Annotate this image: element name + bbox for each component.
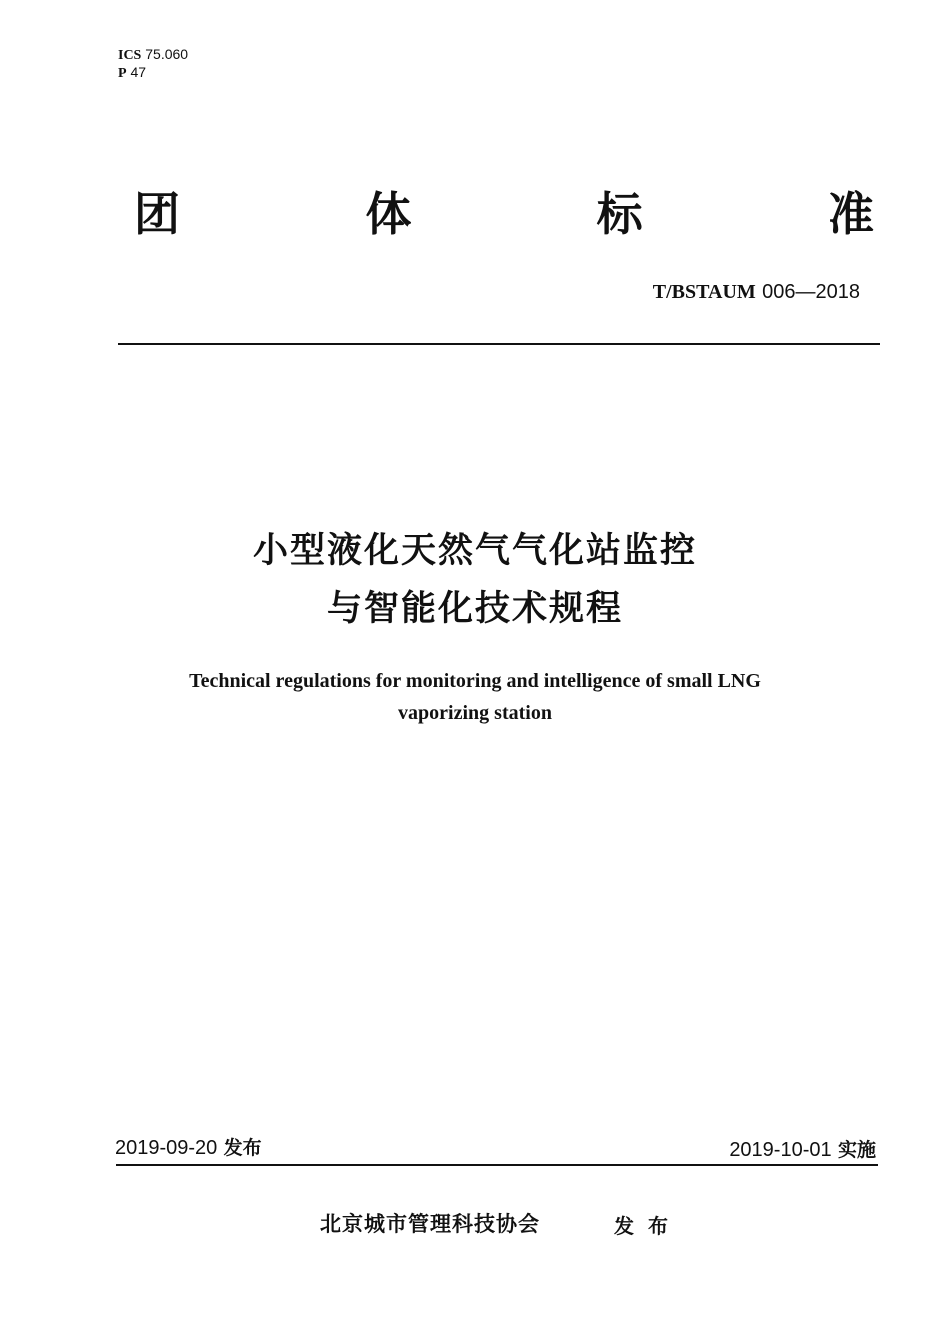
- ics-line: [118, 46, 188, 64]
- standard-type-char: 准: [827, 187, 874, 241]
- ics-label: ICS: [118, 48, 142, 63]
- issue-date: [115, 1134, 262, 1161]
- implementation-date-label: 实施: [837, 1139, 876, 1161]
- standard-type-heading: [134, 186, 874, 242]
- english-title-line: Technical regulations for monitoring and intelligence of small LNG: [189, 670, 761, 692]
- standard-number-prefix: T/BSTAUM: [652, 281, 756, 303]
- english-title: [0, 665, 950, 729]
- ccs-label: P: [118, 66, 127, 81]
- standard-type-char: 标: [596, 187, 643, 241]
- classification-block: [118, 46, 188, 82]
- standard-number-value: 006—2018: [762, 281, 860, 303]
- top-divider: [118, 343, 880, 345]
- ccs-line: [118, 64, 188, 82]
- english-title-line: vaporizing station: [398, 702, 552, 724]
- ics-code: 75.060: [145, 46, 189, 62]
- implementation-date: [729, 1136, 876, 1163]
- implementation-date-value: 2019-10-01: [729, 1139, 832, 1161]
- chinese-title-line: 与智能化技术规程: [326, 589, 623, 629]
- ccs-code: 47: [130, 64, 147, 80]
- standard-type-char: 团: [134, 187, 180, 241]
- standard-type-char: 体: [365, 187, 412, 241]
- publisher-label: 发布: [614, 1214, 682, 1238]
- issue-date-value: 2019-09-20: [115, 1137, 218, 1159]
- publisher-name: 北京城市管理科技协会: [320, 1212, 540, 1236]
- issue-date-label: 发布: [223, 1137, 262, 1159]
- chinese-title-line: 小型液化天然气气化站监控: [252, 531, 697, 571]
- chinese-title: [0, 522, 950, 638]
- bottom-divider: [116, 1164, 878, 1166]
- standard-number: [653, 278, 860, 305]
